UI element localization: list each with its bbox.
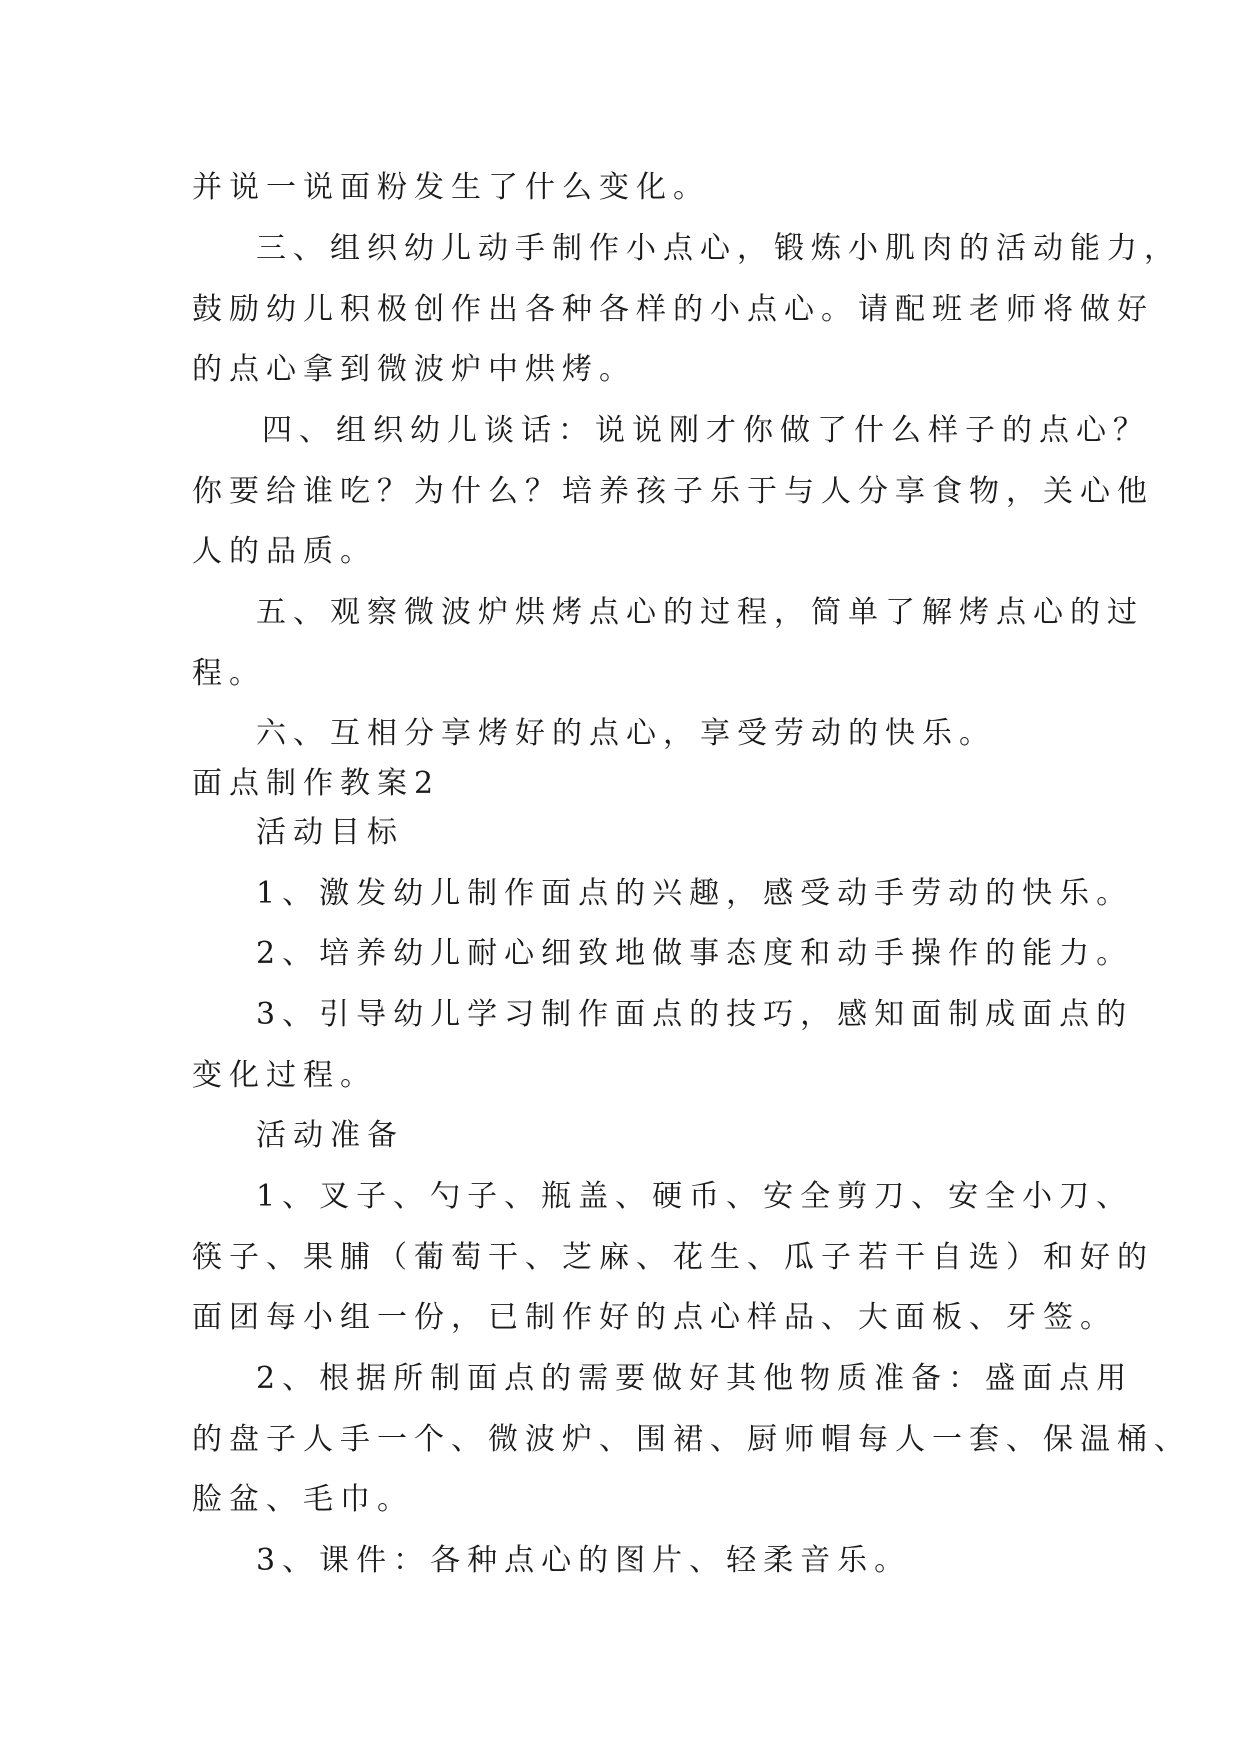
section-title: 面点制作教案2: [192, 766, 441, 801]
text-line: 筷子、果脯（葡萄干、芝麻、花生、瓜子若干自选）和好的: [192, 1240, 1154, 1275]
text-line: 四、组织幼儿谈话：说说刚才你做了什么样子的点心？: [262, 413, 1150, 448]
subsection-heading: 活动目标: [256, 815, 404, 850]
text-line: 脸盆、毛巾。: [192, 1482, 414, 1517]
text-line: 变化过程。: [192, 1058, 377, 1093]
text-line: 六、互相分享烤好的点心，享受劳动的快乐。: [256, 716, 996, 751]
text-line: 并说一说面粉发生了什么变化。: [192, 170, 710, 205]
text-line: 的盘子人手一个、微波炉、围裙、厨师帽每人一套、保温桶、: [192, 1422, 1191, 1457]
text-line: 程。: [192, 656, 266, 691]
text-line: 3、引导幼儿学习制作面点的技巧，感知面制成面点的: [256, 997, 1134, 1032]
text-line: 3、课件：各种点心的图片、轻柔音乐。: [256, 1543, 912, 1578]
text-line: 1、激发幼儿制作面点的兴趣，感受动手劳动的快乐。: [256, 876, 1134, 911]
text-line: 五、观察微波炉烘烤点心的过程，简单了解烤点心的过: [256, 595, 1144, 630]
text-line: 人的品质。: [192, 534, 377, 569]
text-line: 的点心拿到微波炉中烘烤。: [192, 352, 636, 387]
text-line: 2、培养幼儿耐心细致地做事态度和动手操作的能力。: [256, 936, 1134, 971]
text-line: 1、叉子、勺子、瓶盖、硬币、安全剪刀、安全小刀、: [256, 1179, 1134, 1214]
text-line: 你要给谁吃？为什么？培养孩子乐于与人分享食物，关心他: [192, 474, 1154, 509]
text-line: 面团每小组一份，已制作好的点心样品、大面板、牙签。: [192, 1300, 1117, 1335]
text-line: 2、根据所制面点的需要做好其他物质准备：盛面点用: [256, 1361, 1134, 1396]
text-line: 鼓励幼儿积极创作出各种各样的小点心。请配班老师将做好: [192, 292, 1154, 327]
subsection-heading: 活动准备: [256, 1118, 404, 1153]
text-line: 三、组织幼儿动手制作小点心，锻炼小肌肉的活动能力，: [256, 231, 1181, 266]
